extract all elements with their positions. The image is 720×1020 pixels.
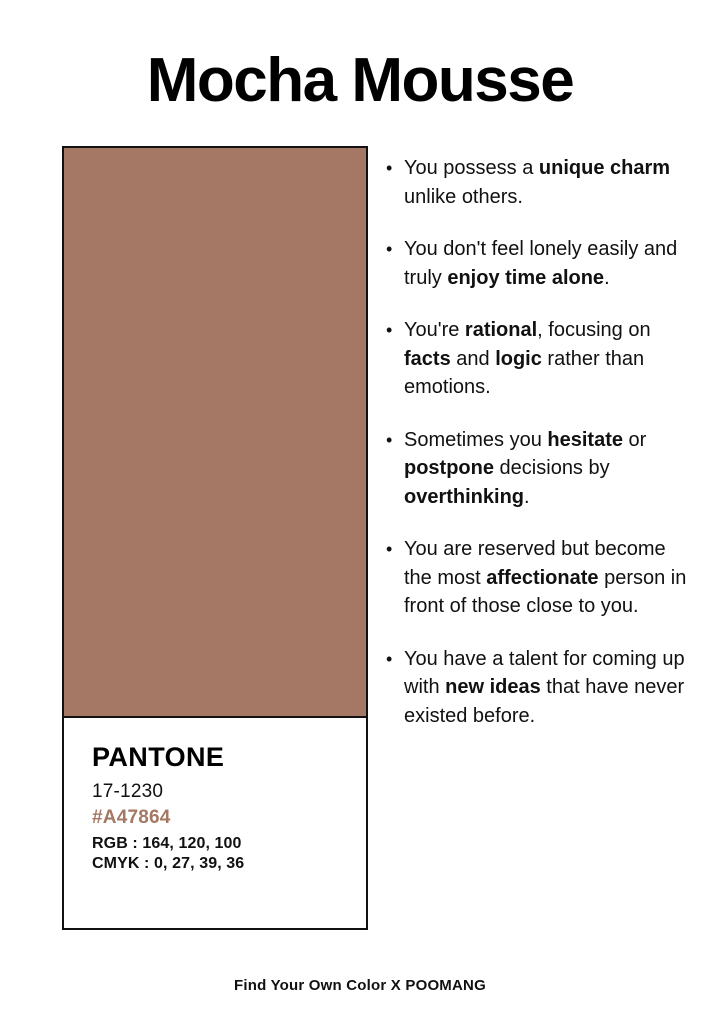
pantone-code: 17-1230: [92, 781, 164, 802]
trait-text: You have a talent for coming up with new ideas that have never existed before.: [404, 647, 685, 727]
bullet-icon: •: [386, 429, 393, 450]
rgb-values: RGB : 164, 120, 100: [92, 835, 242, 852]
trait-item: [386, 426, 696, 512]
trait-list: [386, 146, 696, 754]
bullet-icon: •: [386, 239, 393, 259]
footer-credit: Find Your Own Color X POOMANG: [234, 977, 486, 994]
main-content: [0, 146, 720, 930]
trait-text: You don't feel lonely easily and truly enjoy time alone.: [404, 238, 678, 289]
trait-item: [386, 235, 696, 292]
color-swatch-card: [62, 146, 368, 930]
color-swatch-fill: [64, 148, 366, 716]
trait-text: You possess a unique charm unlike others.: [404, 157, 671, 208]
color-swatch-info: [64, 716, 366, 928]
trait-text: You are reserved but become the most affectionate person in front of those close to you.: [404, 538, 687, 617]
page-title: Mocha Mousse: [146, 46, 574, 115]
hex-code: #A47864: [92, 807, 171, 828]
trait-item: [386, 316, 696, 402]
trait-item: [386, 535, 696, 621]
bullet-icon: •: [386, 320, 393, 340]
bullet-icon: •: [386, 158, 393, 178]
cmyk-values: CMYK : 0, 27, 39, 36: [92, 855, 245, 872]
trait-item: [386, 154, 696, 211]
bullet-icon: •: [386, 539, 393, 559]
bullet-icon: •: [386, 648, 393, 669]
trait-item: [386, 645, 696, 731]
trait-text: You're rational, focusing on facts and logic rather than emotions.: [404, 319, 651, 398]
trait-text: Sometimes you hesitate or postpone decisions by overthinking.: [404, 428, 647, 508]
pantone-brand-label: PANTONE: [92, 742, 225, 772]
